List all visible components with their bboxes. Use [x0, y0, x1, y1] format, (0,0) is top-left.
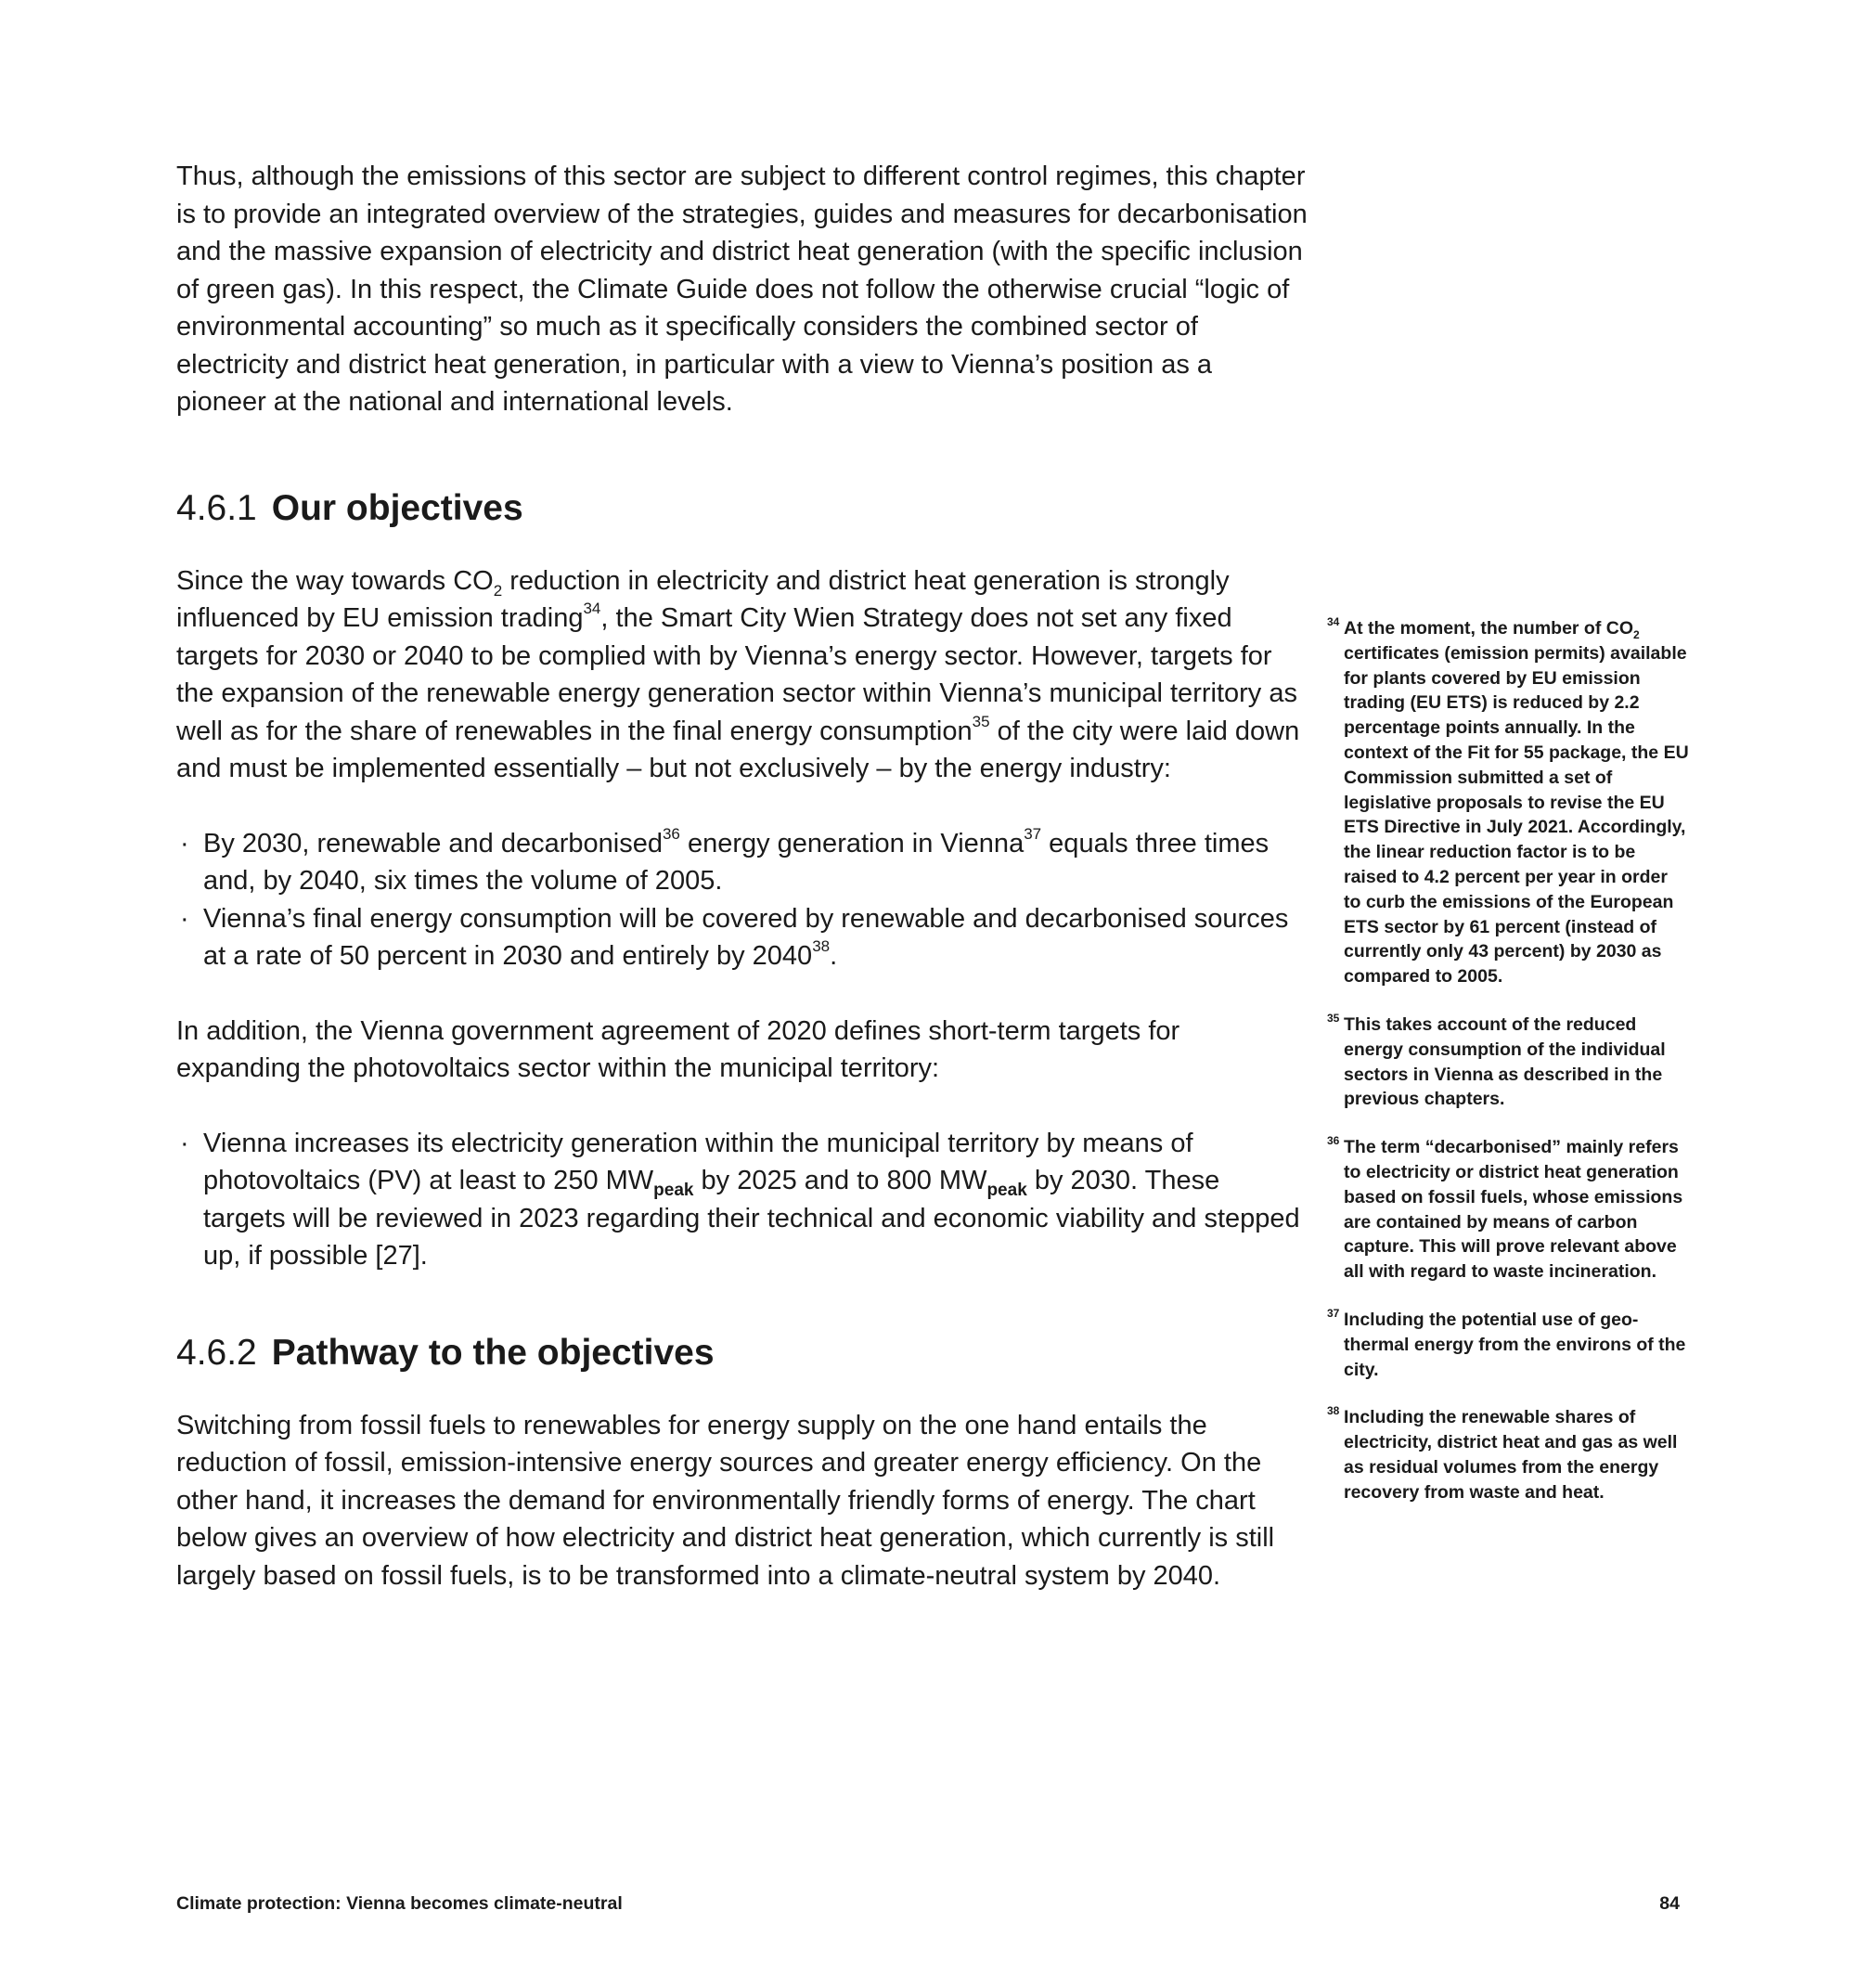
section-number: 4.6.1: [176, 487, 257, 528]
text-run: , the Smart City Wien Strategy does not set any fixed targets for 2030 or 2040 to be complied with by Vienna’s energy sector. However, targets for the expansion of the renewable energy generation sector within Vienna’s municipal territory as well as for the share of renewables in the final energy consumption: [176, 603, 1297, 746]
text-run: Vienna increases its electricity generation within the municipal territory by means of photovoltaics (PV) at least to 250 MW: [203, 1128, 1193, 1195]
footnote-number: 36: [1327, 1134, 1340, 1148]
text-run: By 2030, renewable and decarbonised: [203, 828, 663, 858]
footnote-number: 37: [1327, 1306, 1340, 1320]
bullet-icon: ·: [180, 903, 189, 934]
section-heading-4-6-2: [176, 1331, 1308, 1375]
pv-targets-list: [176, 1125, 1308, 1275]
subscript: 2: [493, 581, 503, 600]
section-heading-4-6-1: [176, 486, 1308, 531]
footnote-ref-38[interactable]: 38: [812, 937, 831, 956]
footnote-ref-35[interactable]: 35: [972, 712, 990, 730]
footnote-35: [1327, 1013, 1689, 1112]
bullet-icon: ·: [180, 1128, 189, 1158]
text-run: by 2030. These targets will be reviewed in 2023 regarding their technical and economic viability and stepped up, if possible [27].: [203, 1166, 1300, 1271]
footnote-text: This takes account of the reduced energy consumption of the individual sectors in Vienna as described in the previous chapters.: [1344, 1013, 1666, 1110]
footnote-36: [1327, 1135, 1689, 1284]
text-run: certificates (emission permits) available for plants covered by EU emission trading (EU ETS) is reduced by 2.2 percentage points annually. In the context of the Fit for 55 package, the EU Commission submitted a set of legislative proposals to revise the EU ETS Directive in July 2021. Accordingly, the linear reduction factor is to be raised to 4.2 percent per year in order to curb the emissions of the European ETS sector by 61 percent (instead of currently only 43 percent) by 2030 as compared to 2005.: [1344, 642, 1689, 988]
text-run: Vienna’s final energy consumption will be covered by renewable and decarbonised sources at a rate of 50 percent in 2030 and entirely by 2040: [203, 903, 1289, 971]
footnote-number: 34: [1327, 615, 1340, 628]
footnote-text: Including the potential use of geothermal energy from the environs of the city.: [1344, 1309, 1686, 1380]
list-item: [176, 900, 1308, 975]
text-run: of the city were laid down and must be implemented essentially – but not exclusively – by the energy industry:: [176, 716, 1300, 783]
objectives-list: [176, 825, 1308, 975]
footnote-text: Including the renewable shares of electricity, district heat and gas as well as residual volumes from the energy recovery from waste and heat.: [1344, 1407, 1678, 1503]
list-item: [176, 1125, 1308, 1275]
footnote-38: [1327, 1405, 1689, 1504]
text-run: At the moment, the number of CO: [1344, 618, 1633, 639]
footnote-ref-36[interactable]: 36: [662, 824, 680, 843]
footnotes-column: [1327, 616, 1689, 1529]
footnote-ref-34[interactable]: 34: [583, 600, 601, 618]
footnote-number: 38: [1327, 1404, 1340, 1418]
section-number: 4.6.2: [176, 1332, 257, 1373]
page-number: 84: [1659, 1893, 1680, 1914]
text-run: by 2025 and to 800 MW: [693, 1166, 987, 1195]
footnote-ref-37[interactable]: 37: [1024, 824, 1042, 843]
text-run: Since the way towards CO: [176, 565, 494, 596]
footer-title: Climate protection: Vienna becomes climate-neutral: [176, 1893, 623, 1914]
objectives-paragraph: [176, 562, 1308, 788]
bullet-icon: ·: [180, 828, 189, 858]
section-title: Pathway to the objectives: [271, 1332, 715, 1373]
footnote-number: 35: [1327, 1011, 1340, 1025]
text-run: .: [830, 941, 838, 971]
main-column: [176, 158, 1308, 1594]
subscript: peak: [986, 1180, 1027, 1200]
intro-paragraph: Thus, although the emissions of this sector are subject to different control regimes, this chapter is to provide an integrated overview of the strategies, guides and measures for decarbonisation and the massive expansion of electricity and district heat generation (with the specific inclusion of green gas). In this respect, the Climate Guide does not follow the otherwise crucial “logic of environmental accounting” so much as it specifically considers the combined sector of electricity and district heat generation, in particular with a view to Vienna’s position as a pioneer at the national and international levels.: [176, 161, 1308, 417]
list-item: [176, 825, 1308, 900]
government-agreement-paragraph: In addition, the Vienna government agreement of 2020 defines short-term targets for expanding the photovoltaics sector within the municipal territory:: [176, 1015, 1180, 1083]
footnote-37: [1327, 1308, 1689, 1382]
footnote-text: The term “decarbonised” mainly refers to electricity or district heat generation based on fossil fuels, whose emissions are contained by means of carbon capture. This will prove relevant above all with regard to waste incineration.: [1344, 1137, 1683, 1283]
section-title: Our objectives: [271, 487, 523, 528]
text-run: equals three times and, by 2040, six times the volume of 2005.: [203, 828, 1270, 896]
text-run: reduction in electricity and district heat generation is strongly influenced by EU emission trading: [176, 565, 1230, 633]
pathway-paragraph: Switching from fossil fuels to renewables for energy supply on the one hand entails the reduction of fossil, emission-intensive energy sources and greater energy efficiency. On the other hand, it increases the demand for environmentally friendly forms of energy. The chart below gives an overview of how electricity and district heat generation, which currently is still largely based on fossil fuels, is to be transformed into a climate-neutral system by 2040.: [176, 1410, 1275, 1591]
footnote-34: [1327, 616, 1689, 989]
subscript: 2: [1633, 627, 1640, 641]
subscript: peak: [653, 1180, 694, 1200]
text-run: energy generation in Vienna: [679, 828, 1025, 858]
